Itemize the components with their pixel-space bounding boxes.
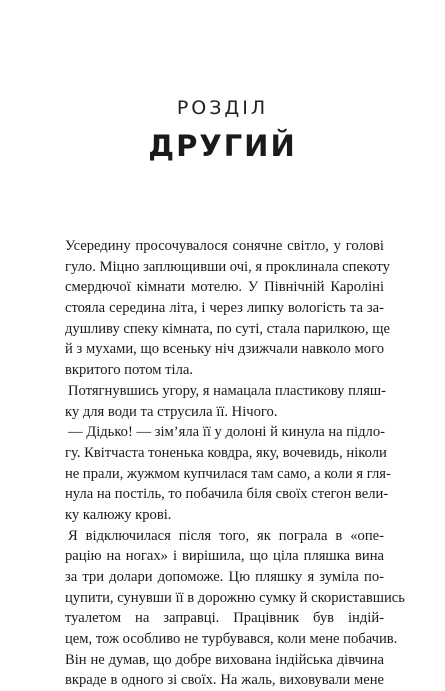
- text-line: гуло. Міцно заплющивши очі, я проклинала спекоту: [65, 258, 390, 275]
- text-line: за три долари допоможе. Цю пляшку я зуміла по-: [65, 569, 384, 585]
- text-line: нула на постіль, то побачила біля своїх стегон вели-: [65, 486, 389, 503]
- text-line: Усередину просочувалося сонячне світло, у голові: [65, 238, 384, 254]
- text-line: цем, тож особливо не турбувався, коли мене побачив.: [65, 631, 398, 648]
- text-line: стояла середина літа, і через липку вологість та за-: [65, 300, 384, 317]
- chapter-body-text: [65, 236, 405, 691]
- text-line: цупити, сунувши її в дорожню сумку й скориставшись: [65, 589, 405, 606]
- text-line: Я відключилася після того, як пограла в «опе-: [68, 527, 384, 544]
- text-line: гу. Квітчаста тоненька ковдра, яку, вочевидь, ніколи: [65, 444, 387, 461]
- text-line: не прали, жужмом купчилася там само, а коли я гля-: [65, 465, 391, 482]
- text-line: смердючої кімнати мотелю. У Північній Кароліні: [65, 279, 384, 296]
- text-line: ку калюжу крові.: [65, 506, 172, 523]
- text-line: вкраде в одного зі своїх. На жаль, виховували мене: [65, 672, 384, 689]
- text-line: рацію на ногах» і вирішила, що ціла пляшка вина: [65, 548, 384, 565]
- text-line: ку для води та струсила її. Нічого.: [65, 403, 278, 420]
- chapter-title: ДРУГИЙ: [148, 129, 297, 163]
- text-line: туалетом на заправці. Працівник був індій-: [65, 610, 384, 627]
- text-line: вкритого потом тіла.: [65, 362, 193, 379]
- text-line: Потягнувшись угору, я намацала пластикову пляш-: [68, 382, 387, 399]
- text-line: — Дідько! — зім’яла її у долоні й кинула на підло-: [68, 424, 385, 441]
- chapter-label: РОЗДІЛ: [176, 97, 269, 119]
- text-line: душливу спеку кімната, по суті, стала парилкою, ще: [65, 320, 390, 337]
- text-line: Він не думав, що добре вихована індійська дівчина: [65, 651, 384, 668]
- text-line: й з мухами, що всеньку ніч дзижчали навколо мого: [65, 341, 384, 358]
